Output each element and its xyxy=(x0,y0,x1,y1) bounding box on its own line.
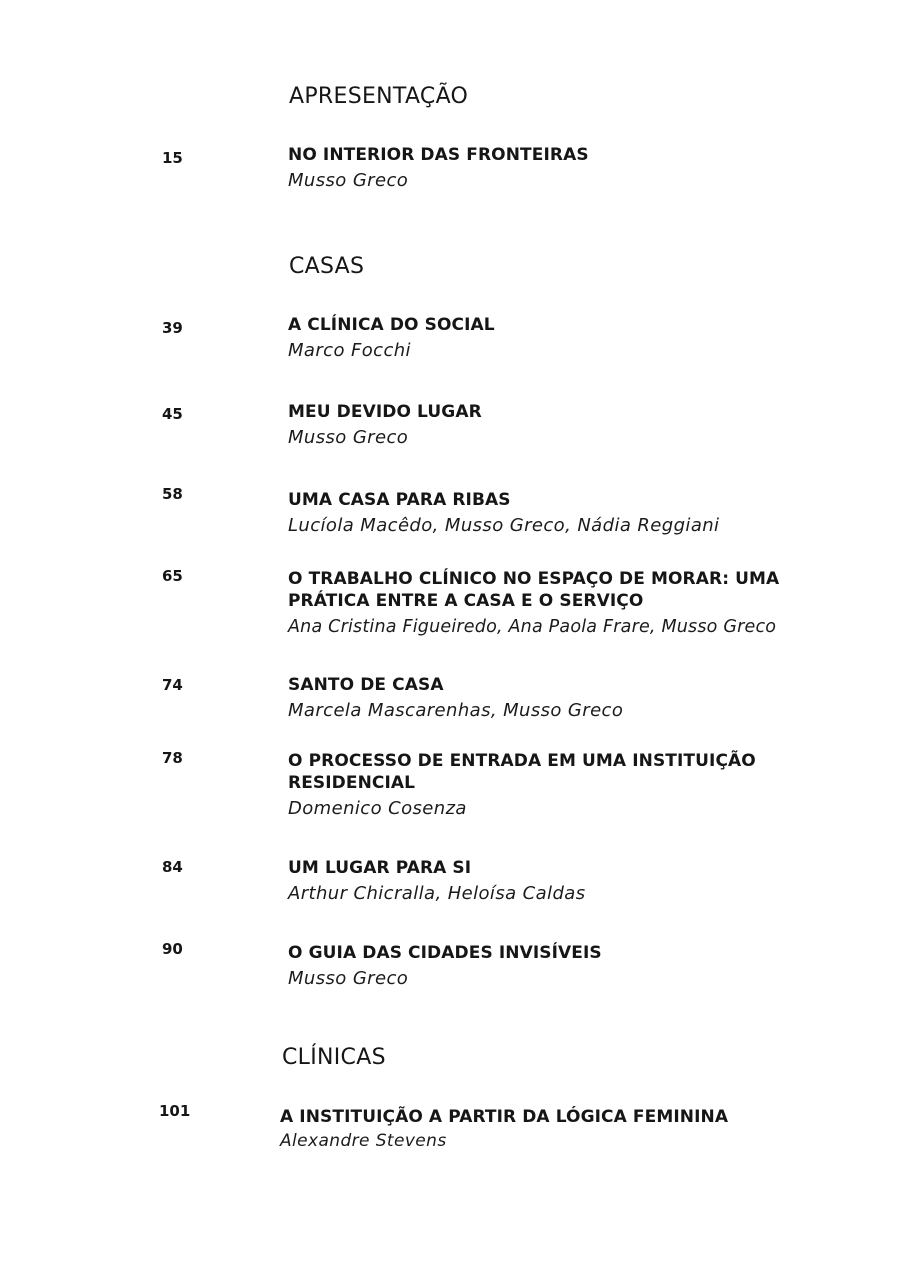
entry-author: Musso Greco xyxy=(288,968,409,989)
entry-title-line-2: PRÁTICA ENTRE A CASA E O SERVIÇO xyxy=(288,591,644,611)
toc-entry xyxy=(288,674,888,724)
section-heading-clinicas: CLÍNICAS xyxy=(282,1045,386,1070)
entry-title: O GUIA DAS CIDADES INVISÍVEIS xyxy=(288,943,602,963)
entry-title: UMA CASA PARA RIBAS xyxy=(288,490,511,510)
entry-title-line-1: O TRABALHO CLÍNICO NO ESPAÇO DE MORAR: UMA xyxy=(288,569,780,589)
entry-author: Marcela Mascarenhas, Musso Greco xyxy=(288,700,624,721)
entry-author: Musso Greco xyxy=(288,427,409,448)
toc-entry xyxy=(288,942,888,992)
entry-title: NO INTERIOR DAS FRONTEIRAS xyxy=(288,145,589,165)
entry-author: Marco Focchi xyxy=(288,340,411,361)
toc-entry xyxy=(288,489,888,539)
toc-entry xyxy=(280,1106,880,1152)
page-number: 78 xyxy=(162,749,183,767)
section-heading-apresentacao: APRESENTAÇÃO xyxy=(289,84,469,109)
page-number: 15 xyxy=(162,149,183,167)
section-heading-casas: CASAS xyxy=(289,254,365,279)
page-number: 90 xyxy=(162,940,183,958)
page-number: 39 xyxy=(162,319,183,337)
page-number: 84 xyxy=(162,858,183,876)
entry-author: Arthur Chicralla, Heloísa Caldas xyxy=(288,883,586,904)
page-number: 45 xyxy=(162,405,183,423)
entry-author: Alexandre Stevens xyxy=(280,1131,447,1151)
page-number: 101 xyxy=(159,1102,191,1120)
page-number: 58 xyxy=(162,485,183,503)
toc-entry xyxy=(288,568,888,640)
entry-title: MEU DEVIDO LUGAR xyxy=(288,402,482,422)
entry-title-line-2: RESIDENCIAL xyxy=(288,773,416,793)
page-number: 74 xyxy=(162,676,183,694)
toc-entry xyxy=(288,401,888,451)
page-number: 65 xyxy=(162,567,183,585)
entry-author: Domenico Cosenza xyxy=(288,798,467,819)
entry-author: Lucíola Macêdo, Musso Greco, Nádia Reggiani xyxy=(288,515,720,536)
entry-title: A CLÍNICA DO SOCIAL xyxy=(288,315,495,335)
entry-author: Ana Cristina Figueiredo, Ana Paola Frare, Musso Greco xyxy=(288,617,777,637)
toc-entry xyxy=(288,750,888,822)
entry-title: UM LUGAR PARA SI xyxy=(288,858,472,878)
toc-entry xyxy=(288,144,888,194)
entry-author: Musso Greco xyxy=(288,170,409,191)
toc-entry xyxy=(288,857,888,907)
entry-title-line-1: O PROCESSO DE ENTRADA EM UMA INSTITUIÇÃO xyxy=(288,751,756,771)
toc-entry xyxy=(288,314,888,364)
entry-title: SANTO DE CASA xyxy=(288,675,444,695)
entry-title: A INSTITUIÇÃO A PARTIR DA LÓGICA FEMININA xyxy=(280,1107,729,1127)
